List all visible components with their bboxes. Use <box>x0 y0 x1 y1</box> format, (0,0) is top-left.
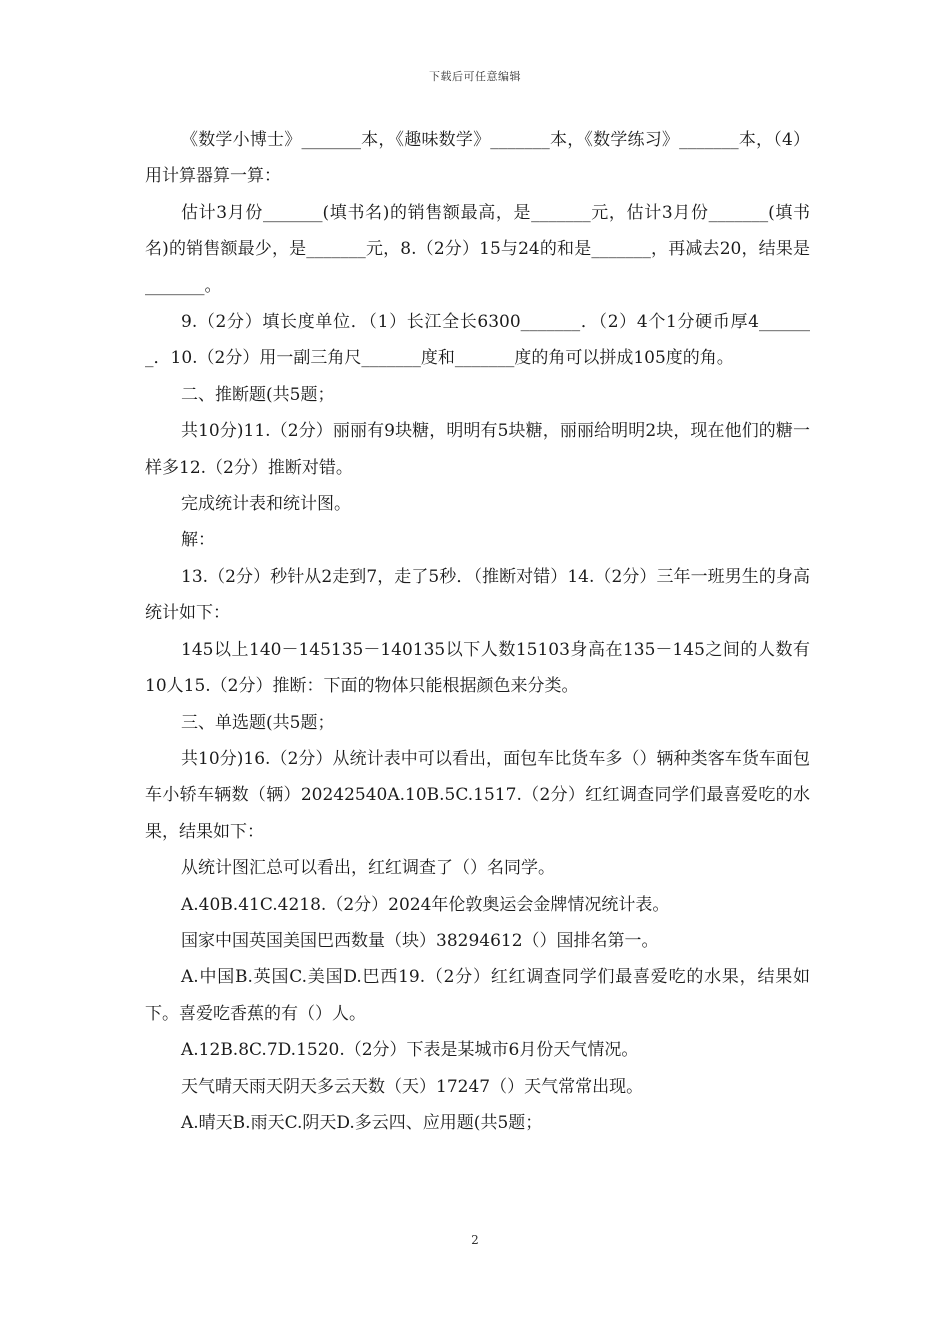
paragraph-18: A.晴天B.雨天C.阴天D.多云四、应用题(共5题； <box>181 1112 543 1133</box>
page-header: 下载后可任意编辑 <box>429 70 521 83</box>
paragraph-2: 估计3月份_______(填书名)的销售额最高，是_______元，估计3月份_______(填书名)的销售额最少，是_______元，8.（2分）15与24的和是_______，再减去20，结果是_______。 <box>145 202 810 296</box>
paragraph-6: 完成统计表和统计图。 <box>181 494 351 515</box>
paragraph-11: 共10分)16.（2分）从统计表中可以看出，面包车比货车多（）辆种类客车货车面包车小轿车辆数（辆）20242540A.10B.5C.1517.（2分）红红调查同学们最喜爱吃的水果，结果如下： <box>145 748 810 842</box>
section-heading-3: 三、单选题(共5题； <box>181 712 335 733</box>
paragraph-5: 共10分)11.（2分）丽丽有9块糖，明明有5块糖，丽丽给明明2块，现在他们的糖一样多12.（2分）推断对错。 <box>145 421 810 478</box>
paragraph-13: A.40B.41C.4218.（2分）2024年伦敦奥运会金牌情况统计表。 <box>181 894 670 915</box>
paragraph-7: 解： <box>181 530 215 551</box>
paragraph-17: 天气晴天雨天阴天多云天数（天）17247（）天气常常出现。 <box>181 1076 644 1097</box>
document-body <box>145 122 810 1141</box>
paragraph-16: A.12B.8C.7D.1520.（2分）下表是某城市6月份天气情况。 <box>181 1040 639 1061</box>
paragraph-14: 国家中国英国美国巴西数量（块）38294612（）国排名第一。 <box>181 930 659 951</box>
paragraph-8: 13.（2分）秒针从2走到7，走了5秒．（推断对错）14.（2分）三年一班男生的身高统计如下： <box>145 566 810 624</box>
section-heading-2: 二、推断题(共5题； <box>181 384 335 405</box>
paragraph-9: 145以上140－145135－140135以下人数15103身高在135－145之间的人数有10人15.（2分）推断：下面的物体只能根据颜色来分类。 <box>145 639 810 697</box>
paragraph-1: 《数学小博士》_______本，《趣味数学》_______本，《数学练习》_______本，（4）用计算器算一算： <box>145 130 810 187</box>
paragraph-12: 从统计图汇总可以看出，红红调查了（）名同学。 <box>181 858 555 879</box>
paragraph-15: A.中国B.英国C.美国D.巴西19.（2分）红红调查同学们最喜爱吃的水果，结果如下。喜爱吃香蕉的有（）人。 <box>145 967 810 1024</box>
paragraph-3: 9.（2分）填长度单位．（1）长江全长6300_______．（2）4个1分硬币厚4_______．10.（2分）用一副三角尺_______度和_______度的角可以拼成105度的角。 <box>145 312 810 369</box>
page-number: 2 <box>471 1233 479 1247</box>
